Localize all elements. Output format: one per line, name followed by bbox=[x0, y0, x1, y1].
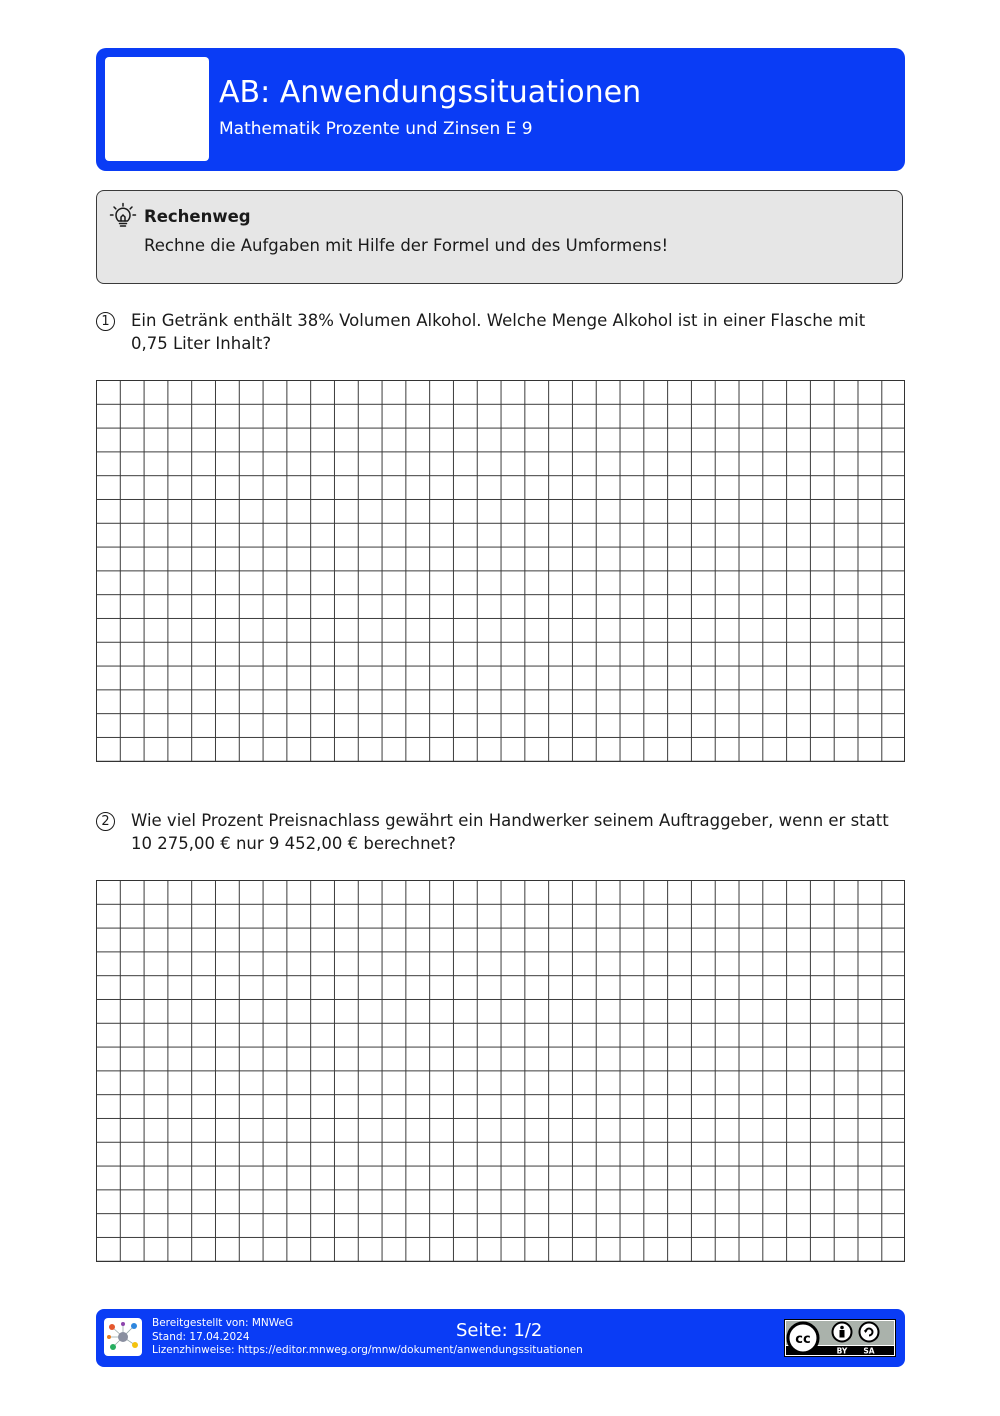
mnweg-logo bbox=[104, 1318, 142, 1356]
task-text: Ein Getränk enthält 38% Volumen Alkohol. Welche Menge Alkohol ist in einer Flasche mit 0,75 Liter Inhalt? bbox=[131, 311, 866, 353]
footer-bar bbox=[96, 1309, 905, 1367]
answer-grid-1[interactable] bbox=[96, 380, 905, 762]
hint-title: Rechenweg bbox=[144, 207, 251, 226]
task-number: 1 bbox=[96, 312, 115, 331]
license-link[interactable]: Lizenzhinweise: https://editor.mnweg.org/mnw/dokument/anwendungssituationen bbox=[152, 1344, 583, 1356]
lightbulb-icon bbox=[109, 202, 137, 230]
page-number: Seite: 1/2 bbox=[456, 1320, 543, 1341]
provided-by: Bereitgestellt von: MNWeG bbox=[152, 1317, 294, 1329]
cc-by-label: BY bbox=[836, 1346, 848, 1356]
network-logo-icon bbox=[104, 1318, 142, 1356]
task-number: 2 bbox=[96, 812, 115, 831]
page-title: AB: Anwendungssituationen bbox=[219, 75, 642, 110]
cc-by-sa-icon bbox=[784, 1319, 896, 1357]
date-stamp: Stand: 17.04.2024 bbox=[152, 1330, 250, 1343]
page-subtitle: Mathematik Prozente und Zinsen E 9 bbox=[219, 119, 533, 139]
hint-box bbox=[96, 190, 903, 284]
answer-grid-2[interactable] bbox=[96, 880, 905, 1262]
cc-sa-label: SA bbox=[863, 1346, 875, 1356]
hint-text: Rechne die Aufgaben mit Hilfe der Formel und des Umformens! bbox=[144, 236, 669, 255]
task-text: Wie viel Prozent Preisnachlass gewährt ein Handwerker seinem Auftraggeber, wenn er statt 10 275,00 € nur 9 452,00 € berechnet? bbox=[131, 811, 889, 853]
header-subtitle-layer bbox=[96, 48, 905, 171]
cc-mark: cc bbox=[795, 1332, 811, 1347]
